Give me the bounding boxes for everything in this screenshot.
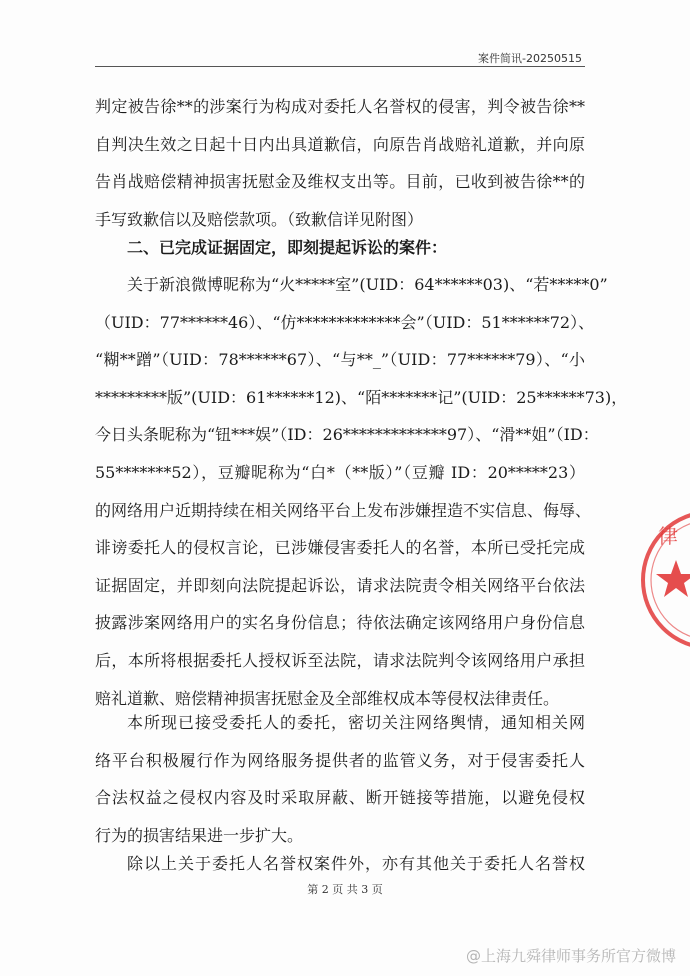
text-line: 自判决生效之日起十日内出具道歉信，向原告肖战赔礼道歉，并向原 xyxy=(95,134,585,154)
text-line: 手写致歉信以及赔偿款项。（致歉信详见附图） xyxy=(95,209,424,229)
weibo-watermark: @上海九舜律师事务所官方微博 xyxy=(465,947,676,965)
header-rule xyxy=(95,66,585,67)
text-line: 络平台积极履行作为网络服务提供者的监管义务，对于侵害委托人 xyxy=(95,750,585,770)
text-line: 判定被告徐**的涉案行为构成对委托人名誉权的侵害，判令被告徐** xyxy=(95,97,585,116)
paragraph-monitoring xyxy=(95,704,585,854)
text-line: 行为的损害结果进一步扩大。 xyxy=(95,825,304,845)
text-line: “糊**蹭”（UID：78******67）、“与**_”（UID：77******79）、“小 xyxy=(95,350,585,370)
text-line: *********版”(UID：61******12)、“陌*******记”(UID：25******73)， xyxy=(95,387,628,407)
text-line: 告肖战赔偿精神损害抚慰金及维权支出等。目前，已收到被告徐**的 xyxy=(95,172,585,192)
text-line: 的网络用户近期持续在相关网络平台上发布涉嫌捏造不实信息、侮辱、 xyxy=(95,500,592,520)
text-line: 55*******52），豆瓣昵称为“白*（**版）”（豆瓣 ID：20*****23） xyxy=(95,462,585,482)
header-case-ref: 案件简讯-20250515 xyxy=(478,52,582,65)
text-line: 今日头条昵称为“钮***娱”（ID：26*************97）、“滑**姐”（ID： xyxy=(95,425,599,445)
text-line: （UID：77******46）、“仿*************会”（UID：51******72）、 xyxy=(95,312,595,332)
text-line: 除以上关于委托人名誉权案件外，亦有其他关于委托人名誉权 xyxy=(127,854,585,873)
paragraph-other-cases xyxy=(95,845,585,883)
page-number: 第 2 页 共 3 页 xyxy=(307,883,383,896)
text-line: 证据固定，并即刻向法院提起诉讼，请求法院责令相关网络平台依法 xyxy=(95,575,585,595)
paragraph-evidence xyxy=(95,266,628,717)
text-line: 赔礼道歉、赔偿精神损害抚慰金及全部维权成本等侵权法律责任。 xyxy=(95,688,560,708)
section-heading: 二、已完成证据固定，即刻提起诉讼的案件： xyxy=(127,238,448,257)
seal-star-icon xyxy=(656,560,690,597)
text-line: 本所现已接受委托人的委托，密切关注网络舆情，通知相关网 xyxy=(127,713,585,732)
text-line: 披露涉案网络用户的实名身份信息；待依法确定该网络用户身份信息 xyxy=(95,613,585,633)
text-line: 后，本所将根据委托人授权诉至法院，请求法院判令该网络用户承担 xyxy=(95,650,585,670)
seal-text: 律 xyxy=(658,524,678,548)
text-line: 诽谤委托人的侵权言论，已涉嫌侵害委托人的名誉，本所已受托完成 xyxy=(95,538,585,558)
text-line: 合法权益之侵权内容及时采取屏蔽、断开链接等措施，以避免侵权 xyxy=(95,788,585,808)
text-line: 关于新浪微博昵称为“火*****室”(UID：64******03)、“若*****0” xyxy=(127,275,608,294)
law-firm-seal xyxy=(636,505,690,655)
paragraph-judgment xyxy=(95,88,585,238)
